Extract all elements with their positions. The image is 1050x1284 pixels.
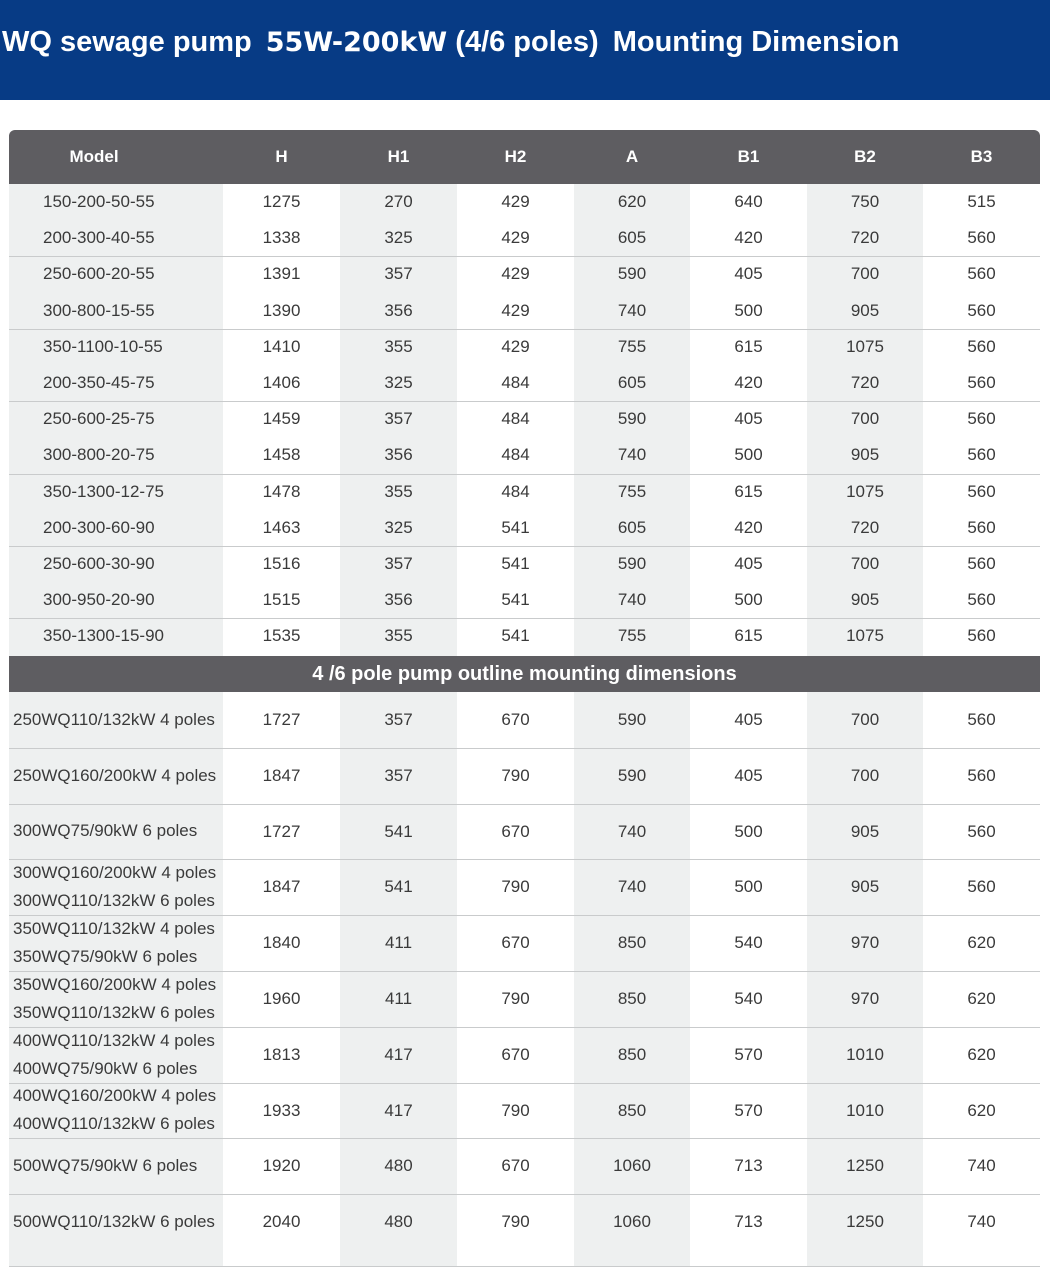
cell-model	[9, 1194, 223, 1250]
cell-b3: 560	[967, 264, 996, 284]
cell-b3: 560	[967, 554, 996, 573]
cell-h2: 670	[501, 1044, 530, 1064]
cell-b1: 713	[734, 1156, 763, 1176]
cell-a: 740	[617, 590, 647, 610]
model-line: 300WQ160/200kW 4 poles	[13, 863, 217, 883]
cell-h2: 790	[501, 1212, 530, 1232]
cell-h: 1535	[262, 626, 301, 646]
table-row	[9, 1194, 1040, 1250]
cell-h1: 417	[384, 1044, 413, 1064]
cell-b3: 620	[967, 989, 996, 1008]
cell-h: 1391	[262, 264, 301, 284]
cell-model	[9, 1138, 223, 1194]
cell-h: 1459	[262, 409, 301, 429]
title-part-poles: (4/6 poles)	[455, 26, 599, 58]
cell-h1: 325	[384, 373, 413, 392]
cell-model: 150-200-50-55	[43, 192, 155, 211]
cell-a: 850	[617, 933, 647, 953]
cell-h1: 355	[384, 336, 413, 356]
cell-h1: 355	[384, 626, 413, 646]
cell-h1: 357	[384, 409, 413, 429]
cell-h1: 480	[384, 1156, 413, 1176]
title-part-power: 55W-200kW	[265, 27, 448, 58]
model-lines	[13, 1152, 197, 1180]
cell-h: 1516	[262, 554, 301, 573]
model-line: 400WQ75/90kW 6 poles	[13, 1058, 198, 1078]
cell-h: 1338	[262, 228, 301, 248]
cell-model	[9, 971, 223, 1027]
cell-b1: 405	[734, 409, 763, 429]
cell-model: 300-800-15-55	[43, 300, 155, 320]
table-row	[9, 293, 1040, 329]
cell-b1: 500	[734, 877, 763, 897]
table-row	[9, 546, 1040, 582]
cell-b3: 560	[967, 228, 996, 248]
cell-h2: 429	[501, 336, 530, 356]
table-row	[9, 618, 1040, 654]
cell-b1: 570	[734, 1044, 763, 1064]
cell-b2: 1010	[846, 1044, 884, 1064]
model-line: 400WQ110/132kW 4 poles	[13, 1030, 215, 1050]
cell-model	[9, 804, 223, 860]
cell-h2: 670	[501, 710, 530, 729]
model-lines	[13, 706, 215, 734]
cell-h: 1920	[262, 1156, 301, 1176]
cell-b2: 700	[850, 409, 880, 429]
cell-b2: 1075	[846, 336, 884, 356]
cell-a: 755	[617, 336, 647, 356]
header-h: H	[275, 147, 288, 166]
cell-b2: 905	[850, 877, 880, 897]
model-lines	[13, 915, 215, 971]
table-row	[9, 474, 1040, 510]
cell-a: 590	[617, 264, 647, 284]
model-line: 350WQ75/90kW 6 poles	[13, 947, 198, 967]
cell-a: 740	[617, 445, 647, 465]
cell-h1: 357	[384, 264, 413, 284]
table-header	[9, 130, 1040, 184]
table-row	[9, 748, 1040, 804]
cell-h2: 541	[501, 626, 530, 646]
cell-a: 740	[617, 821, 647, 841]
cell-model: 350-1300-12-75	[43, 481, 164, 501]
cell-h: 1960	[262, 989, 301, 1008]
cell-b1: 405	[734, 264, 763, 284]
cell-model: 250-600-30-90	[43, 554, 155, 573]
cell-a: 1060	[613, 1156, 651, 1176]
cell-a: 755	[617, 481, 647, 501]
header-b1: B1	[737, 147, 760, 166]
cell-h2: 790	[501, 877, 530, 897]
table-row	[9, 401, 1040, 437]
cell-model: 200-300-40-55	[43, 228, 155, 248]
model-line: 350WQ110/132kW 4 poles	[13, 919, 215, 939]
cell-b2: 700	[850, 264, 880, 284]
cell-h1: 411	[384, 989, 413, 1008]
cell-b2: 720	[850, 228, 880, 248]
cell-h2: 429	[501, 228, 530, 248]
cell-h1: 356	[384, 445, 413, 465]
model-line: 400WQ160/200kW 4 poles	[13, 1086, 217, 1106]
cell-h1: 270	[384, 192, 413, 211]
cell-h: 1275	[262, 192, 301, 211]
cell-model: 200-300-60-90	[43, 517, 155, 537]
cell-h: 1406	[262, 373, 301, 392]
cell-h: 1478	[262, 481, 301, 501]
table-row	[9, 256, 1040, 292]
table-row	[9, 437, 1040, 473]
cell-h2: 790	[501, 765, 530, 785]
section-title: 4 /6 pole pump outline mounting dimensions	[9, 656, 1040, 692]
cell-h2: 790	[501, 1100, 530, 1120]
cell-b3: 560	[967, 445, 996, 465]
model-lines	[13, 1027, 215, 1083]
cell-a: 850	[617, 1044, 647, 1064]
cell-a: 850	[617, 1100, 647, 1120]
cell-h1: 325	[384, 517, 413, 537]
title-part-product: WQ sewage pump	[2, 26, 252, 58]
cell-b2: 700	[850, 765, 880, 785]
cell-a: 755	[617, 626, 647, 646]
table-bottom-border	[9, 1266, 1040, 1267]
cell-b2: 970	[850, 933, 880, 953]
table-row	[9, 1138, 1040, 1194]
cell-b3: 560	[967, 481, 996, 501]
cell-h1: 411	[384, 933, 413, 953]
cell-b3: 515	[967, 192, 996, 211]
cell-h2: 541	[501, 517, 530, 537]
cell-b1: 540	[734, 933, 763, 953]
cell-h: 1933	[262, 1100, 301, 1120]
model-line: 300WQ110/132kW 6 poles	[13, 891, 215, 911]
cell-b1: 540	[734, 989, 763, 1008]
cell-a: 740	[617, 300, 647, 320]
cell-h: 1727	[262, 821, 301, 841]
header-b3: B3	[970, 147, 993, 166]
table-row	[9, 1027, 1040, 1083]
cell-b3: 560	[967, 336, 996, 356]
table-row	[9, 184, 1040, 220]
cell-h2: 670	[501, 1156, 530, 1176]
header-h2: H2	[504, 147, 527, 166]
model-line: 250WQ110/132kW 4 poles	[13, 709, 215, 729]
model-line: 350WQ160/200kW 4 poles	[13, 974, 217, 994]
cell-h: 1813	[262, 1044, 301, 1064]
table-row	[9, 329, 1040, 365]
table-row	[9, 1083, 1040, 1139]
cell-model: 300-950-20-90	[43, 590, 155, 610]
cell-h: 1840	[262, 933, 301, 953]
cell-b3: 560	[967, 765, 996, 785]
cell-b2: 1075	[846, 481, 884, 501]
cell-h2: 429	[501, 192, 530, 211]
cell-h2: 670	[501, 821, 530, 841]
cell-b1: 500	[734, 590, 763, 610]
cell-b2: 905	[850, 445, 880, 465]
cell-h1: 355	[384, 481, 413, 501]
cell-model: 350-1100-10-55	[43, 336, 163, 356]
model-line: 350WQ110/132kW 6 poles	[13, 1002, 215, 1022]
cell-h2: 429	[501, 264, 530, 284]
cell-h1: 357	[384, 710, 413, 729]
cell-h2: 541	[501, 590, 530, 610]
cell-h: 1727	[262, 710, 301, 729]
cell-h2: 484	[501, 373, 530, 392]
cell-b3: 620	[967, 1044, 996, 1064]
model-line: 400WQ110/132kW 6 poles	[13, 1114, 215, 1134]
cell-a: 605	[617, 517, 647, 537]
cell-b3: 560	[967, 409, 996, 429]
cell-b1: 500	[734, 821, 763, 841]
cell-b1: 420	[734, 228, 763, 248]
cell-b3: 560	[967, 300, 996, 320]
cell-a: 605	[617, 373, 647, 392]
cell-h1: 417	[384, 1100, 413, 1120]
cell-b1: 405	[734, 554, 763, 573]
cell-b3: 560	[967, 590, 996, 610]
cell-b1: 615	[734, 336, 763, 356]
cell-b3: 620	[967, 1100, 996, 1120]
cell-h2: 790	[501, 989, 530, 1008]
cell-model: 200-350-45-75	[43, 373, 155, 392]
page-title	[2, 26, 899, 59]
table-row	[9, 692, 1040, 748]
cell-b2: 1250	[846, 1212, 884, 1232]
cell-a: 590	[617, 554, 647, 573]
cell-b3: 740	[967, 1212, 996, 1232]
header-h1: H1	[387, 147, 410, 166]
cell-b2: 905	[850, 300, 880, 320]
cell-a: 620	[617, 192, 647, 211]
table-row	[9, 859, 1040, 915]
cell-h: 1390	[262, 300, 301, 320]
model-lines	[13, 762, 216, 790]
cell-b1: 500	[734, 300, 763, 320]
cell-h: 2040	[262, 1212, 301, 1232]
cell-h1: 356	[384, 300, 413, 320]
cell-a: 590	[617, 409, 647, 429]
cell-model	[9, 1083, 223, 1139]
cell-a: 1060	[613, 1212, 651, 1232]
cell-b2: 905	[850, 590, 880, 610]
cell-b1: 615	[734, 481, 763, 501]
cell-model: 300-800-20-75	[43, 445, 155, 465]
cell-b1: 640	[734, 192, 763, 211]
model-lines	[13, 971, 216, 1027]
cell-h2: 541	[501, 554, 530, 573]
header-model: Model	[69, 147, 119, 166]
table-row	[9, 365, 1040, 401]
table-row	[9, 582, 1040, 618]
cell-model: 250-600-25-75	[43, 409, 155, 429]
cell-h1: 480	[384, 1212, 413, 1232]
cell-model	[9, 859, 223, 915]
cell-b3: 560	[967, 373, 996, 392]
model-lines	[13, 1082, 216, 1138]
cell-h2: 484	[501, 445, 530, 465]
cell-model	[9, 915, 223, 971]
cell-b2: 700	[850, 710, 880, 729]
cell-h: 1515	[262, 590, 301, 610]
table-row	[9, 804, 1040, 860]
cell-h1: 356	[384, 590, 413, 610]
cell-b1: 420	[734, 517, 763, 537]
cell-b2: 905	[850, 821, 880, 841]
cell-b1: 615	[734, 626, 763, 646]
cell-a: 605	[617, 228, 647, 248]
cell-b3: 740	[967, 1156, 996, 1176]
cell-h1: 325	[384, 228, 413, 248]
model-lines	[13, 1208, 215, 1236]
model-lines	[13, 859, 216, 915]
cell-b2: 1075	[846, 626, 884, 646]
cell-b2: 720	[850, 373, 880, 392]
header-b2: B2	[854, 147, 876, 166]
model-line: 500WQ75/90kW 6 poles	[13, 1156, 198, 1176]
cell-h2: 670	[501, 933, 530, 953]
cell-b3: 560	[967, 626, 996, 646]
cell-b2: 1250	[846, 1156, 884, 1176]
cell-b3: 560	[967, 710, 996, 729]
cell-b3: 560	[967, 821, 996, 841]
cell-a: 590	[617, 710, 647, 729]
cell-model	[9, 1027, 223, 1083]
cell-h: 1847	[262, 765, 301, 785]
cell-b1: 420	[734, 373, 763, 392]
table-row	[9, 510, 1040, 546]
cell-b1: 713	[734, 1212, 763, 1232]
title-part-heading: Mounting Dimension	[612, 26, 900, 58]
cell-b2: 1010	[846, 1100, 884, 1120]
model-line: 500WQ110/132kW 6 poles	[13, 1212, 215, 1232]
cell-b1: 570	[734, 1100, 763, 1120]
model-line: 250WQ160/200kW 4 poles	[13, 765, 217, 785]
cell-h2: 429	[501, 300, 530, 320]
cell-model: 350-1300-15-90	[43, 626, 164, 646]
cell-b1: 405	[734, 765, 763, 785]
cell-h1: 357	[384, 765, 413, 785]
cell-h2: 484	[501, 481, 530, 501]
table-row	[9, 915, 1040, 971]
cell-b1: 500	[734, 445, 763, 465]
cell-a: 850	[617, 989, 647, 1008]
model-lines	[13, 817, 197, 845]
cell-h: 1463	[262, 517, 301, 537]
cell-h: 1458	[262, 445, 301, 465]
header-a: A	[625, 147, 639, 166]
cell-h: 1410	[262, 336, 301, 356]
cell-h1: 541	[384, 821, 413, 841]
model-line: 300WQ75/90kW 6 poles	[13, 821, 198, 841]
cell-h2: 484	[501, 409, 530, 429]
cell-h: 1847	[262, 877, 301, 897]
cell-b2: 720	[850, 517, 880, 537]
title-banner	[0, 0, 1050, 100]
cell-model	[9, 748, 223, 804]
cell-b2: 750	[850, 192, 880, 211]
cell-b3: 560	[967, 517, 996, 537]
cell-b3: 620	[967, 933, 996, 953]
cell-b1: 405	[734, 710, 763, 729]
cell-a: 590	[617, 765, 647, 785]
table-row	[9, 971, 1040, 1027]
cell-a: 740	[617, 877, 647, 897]
cell-model: 250-600-20-55	[43, 264, 155, 284]
cell-model	[9, 692, 223, 748]
cell-b2: 700	[850, 554, 880, 573]
cell-h1: 357	[384, 554, 413, 573]
cell-b2: 970	[850, 989, 880, 1008]
cell-h1: 541	[384, 877, 413, 897]
cell-b3: 560	[967, 877, 996, 897]
table-row	[9, 220, 1040, 256]
